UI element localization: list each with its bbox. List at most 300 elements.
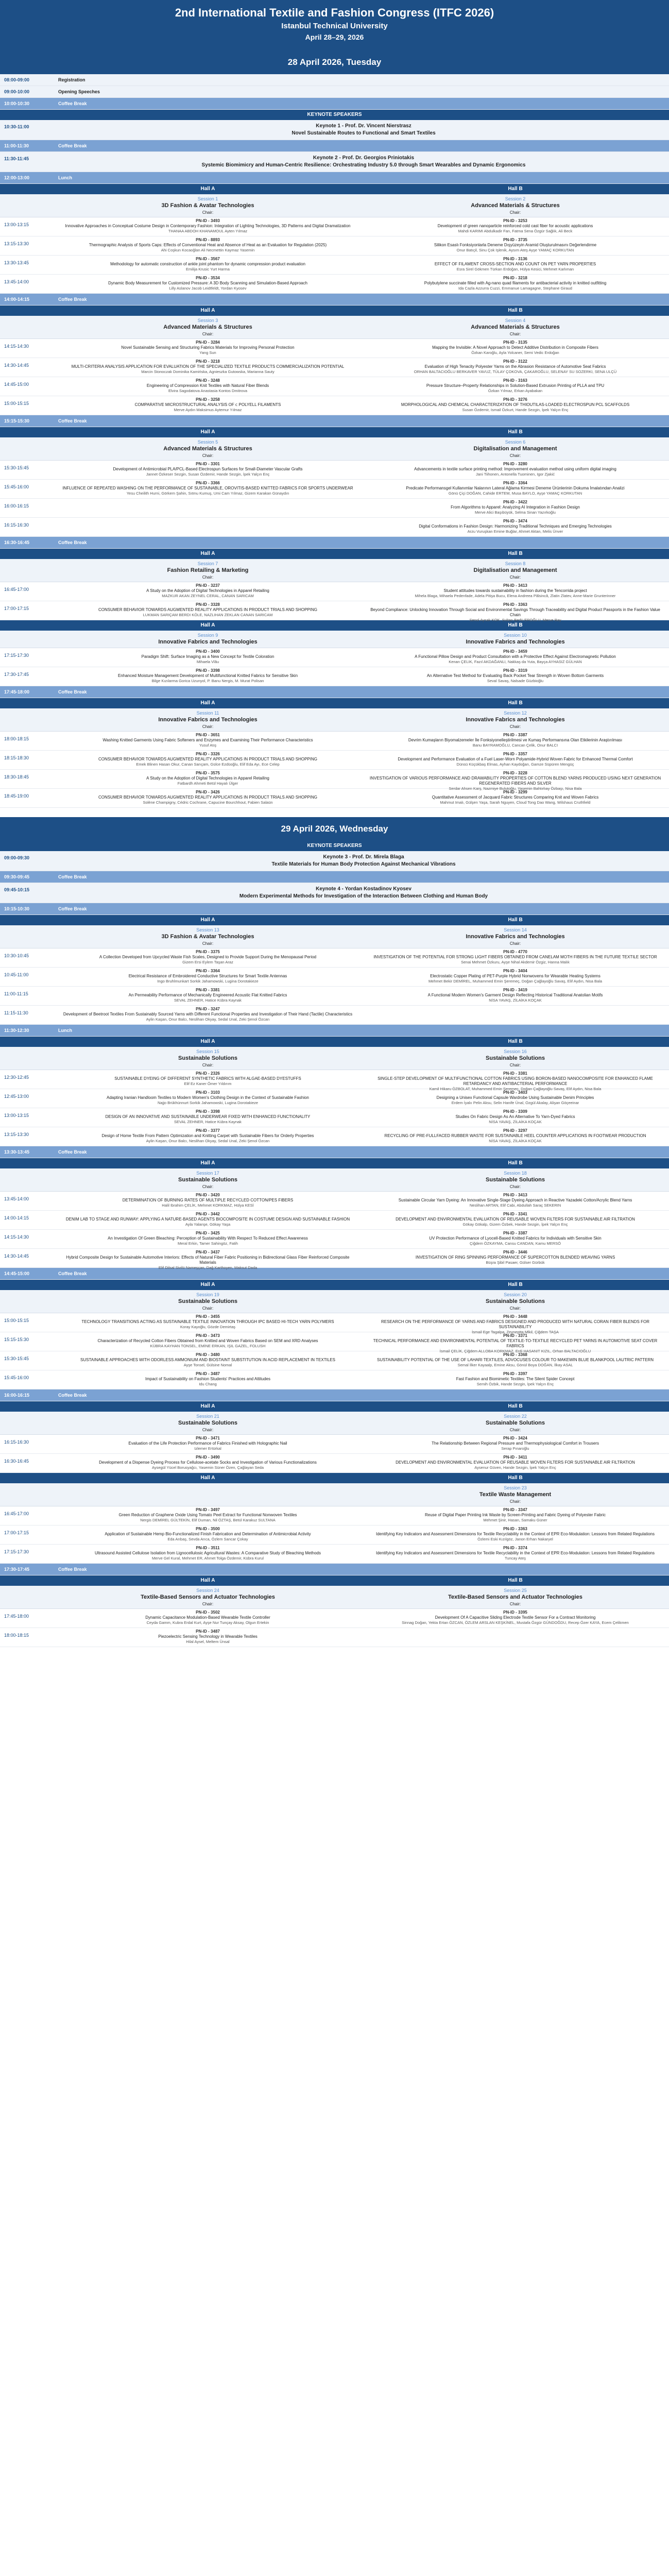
- row-label: Coffee Break: [58, 540, 87, 545]
- paper-hall-a: [54, 499, 362, 517]
- paper-authors: Mihaela Vlău: [196, 659, 219, 664]
- talk-time: 17:00-17:15: [4, 606, 29, 611]
- paper-id: PN-ID - 3218: [196, 359, 220, 364]
- session-chair: Chair:: [509, 1499, 521, 1504]
- talk-time: 12:45-13:00: [4, 1094, 29, 1099]
- row-time: 10:15-10:30: [4, 906, 30, 911]
- talk-time: 16:45-17:00: [4, 587, 29, 592]
- paper-hall-b: [362, 1313, 669, 1332]
- paper-title: DESIGN OF AN INNOVATIVE AND SUSTAINABLE UNDERWEAR FIXED WITH ENHANCED FUNCTIONALITY: [105, 1114, 311, 1119]
- paper-hall-b: [362, 751, 669, 769]
- paper-title: Electrostatic Copper Plating of PET-Purple Hybrid Nonwovens for Wearable Heating Systems: [430, 974, 601, 978]
- paper-id: PN-ID - 3497: [196, 1507, 220, 1512]
- paper-id: PN-ID - 3371: [503, 1333, 527, 1338]
- paper-hall-b: [362, 256, 669, 274]
- session-chair: Chair:: [509, 1306, 521, 1311]
- paper-authors: Özkan Karoğlu, Ayla Yolcaner, Semi Vedic Erdoğan: [471, 350, 559, 355]
- hall-header-row: [0, 1575, 669, 1586]
- talk-time: 14:45-15:00: [4, 382, 29, 387]
- session-spacer: [0, 708, 54, 731]
- paper-id: PN-ID - 3301: [196, 462, 220, 466]
- talk-time: 13:45-14:00: [4, 1196, 29, 1201]
- session-number: Session 22: [504, 1414, 527, 1419]
- paper-id: PN-ID - 3357: [503, 752, 527, 756]
- paper-authors: Jani Tiihonen, Antonella Tuominen, Igor Zjakić: [475, 472, 555, 477]
- session-a: [54, 631, 362, 648]
- paper-authors: Lilly Aslanov Jacob Leidtfeldt, Yordan Kyosev: [169, 286, 247, 291]
- paper-hall-b: [362, 1545, 669, 1563]
- session-b: [362, 1290, 669, 1313]
- paper-authors: Neslihan ARTAN, Elif Cabi, Abdullah Saraç SEKERIN: [469, 1203, 561, 1208]
- paper-authors: Idu Chang: [199, 1382, 217, 1386]
- session-title: Sustainable Solutions: [178, 1420, 237, 1426]
- paper-id: PN-ID - 3122: [503, 359, 527, 364]
- paper-title: From Algorithms to Apparel: Analyzing AI Integration in Fashion Design: [451, 505, 580, 510]
- paper-hall-b: [362, 396, 669, 415]
- paper-authors: Mahmut Imalı, Gülşen Yaşa, Sarah Nguyen, Cloud Tong Dao Wang, Wilshaus Cruthfield: [440, 800, 591, 805]
- row-label: Coffee Break: [58, 1271, 87, 1276]
- talk-row: [0, 1351, 669, 1370]
- talk-row: [0, 987, 669, 1006]
- paper-hall-a: [54, 1006, 362, 1024]
- paper-authors: Gökay Gökalp, Gizem Özbek, Hande Sezgin, İpek Yalçın Enç: [462, 1222, 568, 1227]
- paper-id: PN-ID - 3480: [196, 1352, 220, 1357]
- paper-id: PN-ID - 3135: [503, 340, 527, 345]
- paper-hall-a: [54, 667, 362, 686]
- paper-id: PN-ID - 3375: [196, 950, 220, 954]
- paper-authors: Senai Mehmet Özkuru, Ayşe Nihal Akdemir Özgiz, Hanna Malık: [461, 960, 570, 964]
- paper-hall-b: [362, 1351, 669, 1370]
- talk-time: 17:30-17:45: [4, 672, 29, 677]
- paper-title: A Functional Modern Women's Garment Design Reflecting Historical Traditional Anatolian Motifs: [427, 993, 603, 997]
- hall-spacer: [0, 915, 54, 925]
- break-row: [0, 871, 669, 883]
- session-header-row: [0, 437, 669, 461]
- paper-title: RECYCLING OF PRE-FULLFACED RUBBER WASTE FOR SUSTAINABLE HEEL COUNTER APPLICATIONS IN FOOTWEAR PRODUCTION: [384, 1133, 646, 1138]
- paper-id: PN-ID - 3567: [196, 257, 220, 261]
- session-b: [362, 194, 669, 217]
- paper-title: The Relationship Between Regional Pressure and Thermophysiological Comfort in Trousers: [432, 1441, 599, 1446]
- talk-row: [0, 1454, 669, 1473]
- paper-title: CONSUMER BEHAVIOR TOWARDS AUGMENTED REALITY APPLICATIONS IN PRODUCT TRIALS AND SHOPPING: [98, 607, 317, 612]
- session-number: Session 24: [196, 1588, 219, 1593]
- hall-a-label: Hall A: [200, 1282, 215, 1287]
- session-title: Fashion Retailing & Marketing: [167, 567, 249, 573]
- row-time: 16:00-16:15: [4, 1393, 30, 1398]
- paper-title: A Study on the Adoption of Digital Technologies in Apparel Retailing: [146, 588, 269, 593]
- row-label: Coffee Break: [58, 874, 87, 879]
- talk-row: [0, 1211, 669, 1230]
- paper-authors: NİSA YAVAŞ, ZİLAİKA KOÇAK: [489, 1120, 542, 1124]
- talk-row: [0, 256, 669, 275]
- paper-hall-b: [362, 358, 669, 377]
- talk-row: [0, 377, 669, 396]
- paper-hall-a: [54, 1211, 362, 1229]
- talk-row: [0, 518, 669, 537]
- paper-id: PN-ID - 3364: [503, 481, 527, 485]
- paper-title: Mapping the Invisible: A Novel Approach to Detect Additive Distribution in Composite Fibers: [432, 345, 598, 350]
- row-time: 11:30-12:30: [4, 1028, 29, 1033]
- paper-authors: Esra Sirel Gökmen Türkan Erdoğan, Hülya Kesici, Mehmet Karlıman: [456, 267, 574, 272]
- talk-row: [0, 1526, 669, 1545]
- talk-time: 18:45-19:00: [4, 793, 29, 799]
- paper-title: Silikon Esaslı Fonksiyonlarla Deneme Dışyüzeyin Aramid Oluşturulmasını Değerlendirme: [434, 243, 597, 247]
- paper-authors: Kamil Hikaru ÖZBOLAT, Muhammed Emin Şeremeç, Doğan Çağlayoğlu Savaş, Elif Aydın, Nisa Bala: [429, 1087, 602, 1091]
- row-label: Coffee Break: [58, 143, 87, 148]
- hall-spacer: [0, 306, 54, 316]
- paper-id: PN-ID - 3422: [503, 500, 527, 504]
- paper-hall-b: [362, 648, 669, 667]
- paper-authors: Ida Cazla Azzurra Cuzzi, Emmanue Lamagagne, Stephane Giraud: [458, 286, 572, 291]
- paper-title: Paradigm Shift: Surface Imaging as a New Concept for Textile Coloration: [141, 654, 275, 659]
- talk-time: 13:45-14:00: [4, 279, 29, 284]
- paper-hall-a: [54, 582, 362, 601]
- paper-authors: İsmail ÇELİK, Çiğdem ALLOBA KORKMAZ, Erdi HASANIT KIZIL, Orhan BALTACIOĞLU: [439, 1349, 591, 1353]
- paper-id: PN-ID - 3368: [503, 1352, 527, 1357]
- talk-time: 16:00-16:15: [4, 503, 29, 509]
- paper-title: Beyond Compliance: Unlocking Innovation Through Social and Environmental Savings Through Traceability and Digital Product Passports in the Fashion Value Chain: [370, 607, 660, 617]
- session-title: 3D Fashion & Avatar Technologies: [161, 934, 254, 940]
- paper-hall-a: [54, 1332, 362, 1351]
- paper-id: PN-ID - 3735: [503, 238, 527, 242]
- paper-title: SUSTAINABLE APPROACHES WITH ODORLESS AMMONIUM AND BIOSTAINT SUBSTITUTION IN ACID REPLACEMENT IN TEXTILES: [80, 1358, 335, 1362]
- keynote-title: Modern Experimental Methods for Investigation of the Interaction Between Clothing and Human Body: [239, 893, 488, 899]
- congress-venue: Istanbul Technical University: [281, 22, 388, 30]
- paper-title: Evaluation of High Tenacity Polyester Yarns on the Abrasion Resistance of Automotive Seat Fabrics: [424, 364, 606, 369]
- hall-header-row: [0, 1473, 669, 1483]
- row-time: 17:30-17:45: [4, 1567, 30, 1572]
- paper-hall-a: [54, 1435, 362, 1453]
- paper-id: PN-ID - 8893: [196, 238, 220, 242]
- session-chair: Chair:: [509, 1602, 521, 1606]
- session-number: Session 16: [504, 1049, 527, 1054]
- session-chair: Chair:: [202, 941, 214, 946]
- paper-hall-a: [54, 217, 362, 236]
- paper-title: A Collection Developed from Upcycled Waste Fish Scales, Designed to Provide Support During the Menopausal Period: [99, 955, 317, 959]
- program-schedule: [0, 50, 669, 1647]
- paper-hall-a: [54, 461, 362, 479]
- paper-title: Application of Sustainable Hemp Bio-Functionalized Finish Fabrication and Determination of Antimicrobial Activity: [105, 1532, 311, 1536]
- break-row: [0, 98, 669, 110]
- talk-row: [0, 217, 669, 236]
- row-time: 12:00-13:00: [4, 175, 30, 180]
- talk-time: 16:15-16:30: [4, 522, 29, 528]
- paper-id: PN-ID - 3395: [503, 1610, 527, 1615]
- paper-hall-b: [362, 968, 669, 986]
- session-title: Textile-Based Sensors and Actuator Technologies: [141, 1594, 275, 1600]
- paper-id: PN-ID - 3411: [503, 1455, 527, 1460]
- talk-time: 13:30-13:45: [4, 260, 29, 265]
- paper-id: PN-ID - 3474: [503, 519, 527, 523]
- session-number: Session 20: [504, 1292, 527, 1297]
- paper-hall-b: [362, 1628, 669, 1647]
- paper-id: PN-ID - 3473: [196, 1333, 220, 1338]
- session-b: [362, 437, 669, 460]
- paper-id: PN-ID - 3487: [196, 1629, 220, 1634]
- paper-title: TECHNICAL PERFORMANCE AND ENVIRONMENTAL POTENTIAL OF TEXTILE-TO-TEXTILE RECYCLED PET YARNS IN AUTOMOTIVE SEAT COVER FABRICS: [373, 1338, 658, 1348]
- session-spacer: [0, 1412, 54, 1434]
- keynote-speaker: Keynote 1 - Prof. Dr. Vincent Nierstrasz: [316, 123, 411, 129]
- paper-title: MORPHOLOGICAL AND CHEMICAL CHARACTERIZATION OF THIOUTILAS-LOADED ELECTROSPUN PCL SCAFFOLDS: [401, 402, 630, 407]
- session-number: Session 1: [197, 196, 218, 201]
- paper-title: Dynamic Body Measurement for Customized Pressure: A 3D Body Scanning and Simulation-Based Approach: [108, 281, 307, 285]
- paper-authors: Merve Gel Kural, Mehmet ER, Ahmet Tolga Özdemir, Kübra Kurul: [151, 1556, 264, 1561]
- day-header: 29 April 2026, Wednesday: [0, 817, 669, 841]
- paper-hall-a: [54, 1249, 362, 1270]
- hall-b-label: Hall B: [508, 622, 523, 628]
- paper-title: Identifying Key Indicators and Assessment Dimensions for Textile Recyclability in the Context of EPR Eco-Modulation: Lessons from Related Regulations: [375, 1532, 655, 1536]
- session-chair: Chair:: [202, 453, 214, 458]
- paper-id: PN-ID - 3511: [196, 1546, 220, 1550]
- break-row: [0, 537, 669, 549]
- paper-authors: Koray Kayoğlu, Gözde Demirtaş: [180, 1325, 236, 1329]
- paper-authors: Aylin Kaşan, Onur Balcı, Neslihan Okyay, Sedal Unal, Zeki Şenol Özcan: [146, 1139, 270, 1143]
- talk-time: 13:15-13:30: [4, 1132, 29, 1137]
- paper-authors: İsmail Ege Tagalpa, Zeyneptta Mlkil, Çiğdem TAŞA: [472, 1330, 559, 1334]
- paper-id: PN-ID - 3280: [503, 462, 527, 466]
- paper-hall-b: [362, 1332, 669, 1351]
- talk-row: [0, 1370, 669, 1389]
- row-time: 13:30-13:45: [4, 1149, 30, 1155]
- paper-title: Innovative Approaches in Conceptual Costume Design in Contemporary Fashion: Integration of Lighting Technologies, 3D Patterns and Digital Dramatization: [65, 224, 351, 228]
- session-spacer: [0, 1586, 54, 1608]
- paper-id: PN-ID - 3299: [503, 790, 527, 794]
- paper-hall-b: [362, 1127, 669, 1146]
- hall-b-label: Hall B: [508, 186, 523, 192]
- hall-a-label: Hall A: [200, 1039, 215, 1044]
- paper-authors: Elif Dilsal Sivilü Nameşçan, Dağ Karthoyen, Maksut Dada: [158, 1265, 258, 1270]
- paper-hall-a: [54, 968, 362, 986]
- keynote-speaker: Keynote 4 - Yordan Kostadinov Kyosev: [316, 886, 411, 892]
- talk-time: 10:30-10:45: [4, 953, 29, 958]
- talk-time: 18:00-18:15: [4, 1633, 29, 1638]
- paper-title: Design of Home Textile From Pattern Optimization and Knitting Carpet with Sustainable Fibers for Orderly Properties: [101, 1133, 314, 1138]
- row-label: Coffee Break: [58, 101, 87, 106]
- paper-hall-b: [362, 987, 669, 1005]
- paper-authors: Serdar Ahsen Karş, Nazmiye Bulutoğlu, Yasemin Bahtırlıay Özbaşı, Nisa Bala: [449, 786, 582, 791]
- paper-authors: Ayla Yalanşe, Gökay Yaşa: [185, 1222, 231, 1227]
- keynote-content: [58, 120, 669, 140]
- paper-authors: Ayşe Tonsel, Gülsine Nomal: [183, 1363, 232, 1367]
- talk-time: 15:00-15:15: [4, 1318, 29, 1323]
- paper-id: PN-ID - 3363: [503, 602, 527, 607]
- paper-id: PN-ID - 3426: [196, 790, 220, 794]
- paper-hall-a: [54, 1230, 362, 1248]
- paper-title: Reuse of Digital Paper Printing Ink Waste by Screen-Printing and Fabric Dyeing of Polyester Fabric: [425, 1513, 606, 1517]
- paper-hall-b: [362, 1108, 669, 1127]
- paper-hall-a: [54, 1370, 362, 1389]
- talk-time: 11:15-11:30: [4, 1010, 28, 1015]
- talk-row: [0, 770, 669, 789]
- hall-a-label: Hall A: [200, 1475, 215, 1481]
- paper-hall-b: [362, 1192, 669, 1210]
- paper-title: SUSTAINABILITY POTENTIAL OF THE USE OF LAHARI TEXTILES, ADVOCUSES COLOUR TO MAKEWIN BLUE BLANKPOOL LAUTRIC PATTERN: [376, 1358, 654, 1362]
- hall-a-label: Hall A: [200, 186, 215, 192]
- hall-header-row: [0, 306, 669, 316]
- paper-hall-a: [54, 339, 362, 358]
- paper-title: Hybrid Composite Design for Sustainable Automotive Interiors: Effects of Natural Fiber Fabric Positioning in Bidirectional Glass Fiber Reinforced Composite Materials: [66, 1255, 350, 1265]
- paper-hall-a: [54, 1545, 362, 1563]
- paper-hall-a: [54, 1526, 362, 1544]
- hall-b-label: Hall B: [508, 1039, 523, 1044]
- session-a: [54, 194, 362, 217]
- paper-authors: Aysegül Yücel Borusyağcı, Yasemin Süner Özen, Çağlayan Seda: [151, 1465, 264, 1470]
- session-spacer: [0, 437, 54, 460]
- paper-authors: Elvira Sagodatova Anastasia Kontos Dmitrova: [168, 388, 247, 393]
- session-header-row: [0, 1168, 669, 1192]
- hall-b-label: Hall B: [508, 551, 523, 556]
- session-chair: Chair:: [202, 210, 214, 215]
- session-chair: Chair:: [202, 575, 214, 580]
- talk-time: 11:00-11:15: [4, 991, 28, 996]
- paper-hall-a: [54, 480, 362, 498]
- session-header-row: [0, 1586, 669, 1609]
- talk-row: [0, 732, 669, 751]
- paper-authors: LUKMAN SARIÇAM BERDI KÖLE, NAZLIHAN ZEKLAN CANAN SARICAM: [143, 613, 273, 617]
- talk-row: [0, 1070, 669, 1089]
- row-time: 14:45-15:00: [4, 1271, 30, 1276]
- break-row: [0, 1146, 669, 1158]
- session-number: Session 12: [504, 710, 527, 716]
- paper-authors: MAZKUR AKAN ZEYNEL CERAL, CANAN SARICAM: [162, 594, 254, 598]
- paper-hall-b: [362, 518, 669, 536]
- paper-title: Enhanced Moisture Management Development of Multifunctional Knitted Fabrics for Sensitive Skin: [117, 673, 298, 678]
- session-number: Session 21: [196, 1414, 219, 1419]
- paper-title: DEVELOPMENT AND ENVIRONMENTAL EVALUATION OF REUSABLE WOVEN FILTERS FOR SUSTAINABLE AIR FILTRATION: [396, 1217, 635, 1222]
- paper-title: Development Of A Capacitive Sliding Electrode Textile Sensor For a Contract Monitoring: [435, 1615, 596, 1620]
- talk-time: 13:15-13:30: [4, 241, 29, 246]
- session-b: [362, 316, 669, 338]
- hall-spacer: [0, 1037, 54, 1047]
- paper-title: Novel Sustainable Sensing and Structuring Fabrics Materials for Improving Personal Protection: [121, 345, 295, 350]
- paper-id: PN-ID - 4770: [503, 950, 527, 954]
- paper-title: Predicate Performansgel Kullanımlar Nalarının Lateral Ağlama Kirmesi Deneme Ürünlerinin Dokuma İmalatından Analizi: [406, 486, 625, 490]
- session-number: Session 25: [504, 1588, 527, 1593]
- session-chair: Chair:: [509, 941, 521, 946]
- break-row: [0, 903, 669, 915]
- session-number: Session 10: [504, 633, 527, 638]
- session-title: Sustainable Solutions: [486, 1420, 545, 1426]
- session-a: [54, 1290, 362, 1313]
- paper-id: PN-ID - 2326: [196, 1071, 220, 1076]
- paper-authors: Meral Erkin, Tamer Sahingöz, Fatih: [178, 1241, 238, 1246]
- paper-id: PN-ID - 3387: [503, 733, 527, 737]
- paper-authors: Yang Sun: [199, 350, 216, 355]
- session-a: [54, 1412, 362, 1434]
- session-chair: Chair:: [509, 332, 521, 336]
- paper-title: Development of Beetroot Textiles From Sustainably Sourced Yarns with Different Functional Properties and Investigation of Their Hand (Tactile) Characteristics: [63, 1012, 353, 1016]
- talk-time: 15:15-15:30: [4, 1337, 29, 1342]
- paper-hall-b: [362, 339, 669, 358]
- session-title: Sustainable Solutions: [178, 1055, 237, 1061]
- row-time: 14:00-14:15: [4, 297, 30, 302]
- paper-authors: Susan Özdemir, Ismail Özkurt, Hande Sezgin, İpek Yalçın Enç: [462, 408, 569, 412]
- paper-id: PN-ID - 3413: [503, 1193, 527, 1197]
- paper-id: PN-ID - 3347: [503, 1507, 527, 1512]
- hall-a-label: Hall A: [200, 700, 215, 706]
- keynote-bar: KEYNOTE SPEAKERS: [0, 110, 669, 120]
- talk-time: 14:00-14:15: [4, 1215, 29, 1221]
- paper-id: PN-ID - 3381: [503, 1071, 527, 1076]
- talk-row: [0, 339, 669, 358]
- hall-header-row: [0, 549, 669, 559]
- paper-id: PN-ID - 3400: [196, 649, 220, 654]
- talk-row: [0, 236, 669, 256]
- paper-hall-a: [54, 1628, 362, 1647]
- talk-time: 15:45-16:00: [4, 1375, 29, 1380]
- paper-id: PN-ID - 3420: [196, 1193, 220, 1197]
- hall-a-label: Hall A: [200, 1403, 215, 1409]
- paper-id: PN-ID - 3319: [503, 668, 527, 673]
- paper-hall-a: [54, 1089, 362, 1108]
- talk-time: 17:45-18:00: [4, 1614, 29, 1619]
- paper-hall-b: [362, 217, 669, 236]
- talk-time: 15:45-16:00: [4, 484, 29, 489]
- paper-authors: NİSA YAVAŞ, ZİLAİKA KOÇAK: [489, 1139, 542, 1143]
- session-header-row: [0, 559, 669, 582]
- paper-title: MULTI-CRITERIA ANALYSIS APPLICATION FOR EVALUATION OF THE SPECIALIZED TEXTILE PRODUCTS COMMERCIALIZATION POTENTIAL: [71, 364, 345, 369]
- paper-title: DETERMINATION OF BURNING RATES OF MULTIPLE RECYCLED COTTON/PES FIBERS: [122, 1198, 294, 1202]
- paper-hall-a: [54, 601, 362, 620]
- paper-hall-b: [362, 789, 669, 807]
- paper-authors: Najjo Brükhünnurt Sorkik Jahamowski, Lugina Dorotakieze: [157, 1100, 259, 1105]
- paper-authors: Onur Batıçil, Sinu Çok Işlenik, Aysım Ateş Ayşe YAMAÇ KORKUTAN: [456, 248, 574, 252]
- paper-authors: Erdem İyalıı Pelin Aksu, Selin Hanife Ünal, Ozgül Akalay, Alişan Göçeeinar: [451, 1100, 579, 1105]
- paper-title: Evaluation of the Life Protection Performance of Fabrics Finished with Holographic Nail: [128, 1441, 287, 1446]
- keynote-bar: KEYNOTE SPEAKERS: [0, 841, 669, 851]
- talk-row: [0, 1089, 669, 1108]
- session-number: Session 7: [197, 561, 218, 566]
- paper-id: PN-ID - 3297: [503, 1128, 527, 1133]
- row-label: Lunch: [58, 1028, 72, 1033]
- session-chair: Chair:: [202, 1428, 214, 1432]
- talk-time: 10:45-11:00: [4, 972, 29, 977]
- paper-hall-b: [362, 1070, 669, 1089]
- paper-id: PN-ID - 3487: [196, 1371, 220, 1376]
- session-chair: Chair:: [509, 1063, 521, 1067]
- paper-hall-b: [362, 582, 669, 601]
- talk-row: [0, 1628, 669, 1647]
- keynote-title: Novel Sustainable Routes to Functional and Smart Textiles: [291, 130, 436, 136]
- session-title: Sustainable Solutions: [486, 1177, 545, 1183]
- hall-spacer: [0, 427, 54, 437]
- talk-time: 13:00-13:15: [4, 1113, 29, 1118]
- session-a: [54, 1047, 362, 1070]
- paper-id: PN-ID - 3276: [503, 397, 527, 402]
- talk-row: [0, 1230, 669, 1249]
- paper-hall-b: [362, 236, 669, 255]
- talk-time: 18:15-18:30: [4, 755, 29, 760]
- paper-id: PN-ID - 3424: [503, 1436, 527, 1440]
- keynote-row: [0, 152, 669, 172]
- paper-hall-b: [362, 732, 669, 750]
- paper-authors: Elif Ez Kaner Ömer Yıldırım: [184, 1081, 232, 1086]
- session-b: [362, 631, 669, 648]
- paper-hall-b: [362, 275, 669, 293]
- paper-title: Student attitudes towards sustainability in fashion during the Tencorrida project: [443, 588, 587, 593]
- paper-hall-b: [362, 1006, 669, 1024]
- hall-a-label: Hall A: [200, 308, 215, 313]
- break-row: [0, 1564, 669, 1575]
- paper-hall-a: [54, 987, 362, 1005]
- talk-time: 15:00-15:15: [4, 401, 29, 406]
- paper-hall-b: [362, 1230, 669, 1248]
- paper-title: Digital Conformations in Fashion Design: Harmonizing Traditional Techniques and Emerging Technologies: [419, 524, 612, 529]
- paper-title: DENIM LAB TO STAGE AND RUNWAY: APPLYING A NATURE-BASED AGENTS BIOCOMPOSITE IN COSTUME DESIGN AND SUSTAINABLE FASHION: [65, 1217, 350, 1222]
- paper-hall-a: [54, 1351, 362, 1370]
- paper-title: Identifying Key Indicators and Assessment Dimensions for Textile Recyclability in the Context of EPR Eco-Modulation: Lessons from Related Regulations: [375, 1551, 655, 1555]
- paper-authors: Banu BAYRAMOĞLU, Cancan Çelik, Onur BALCI: [472, 743, 558, 748]
